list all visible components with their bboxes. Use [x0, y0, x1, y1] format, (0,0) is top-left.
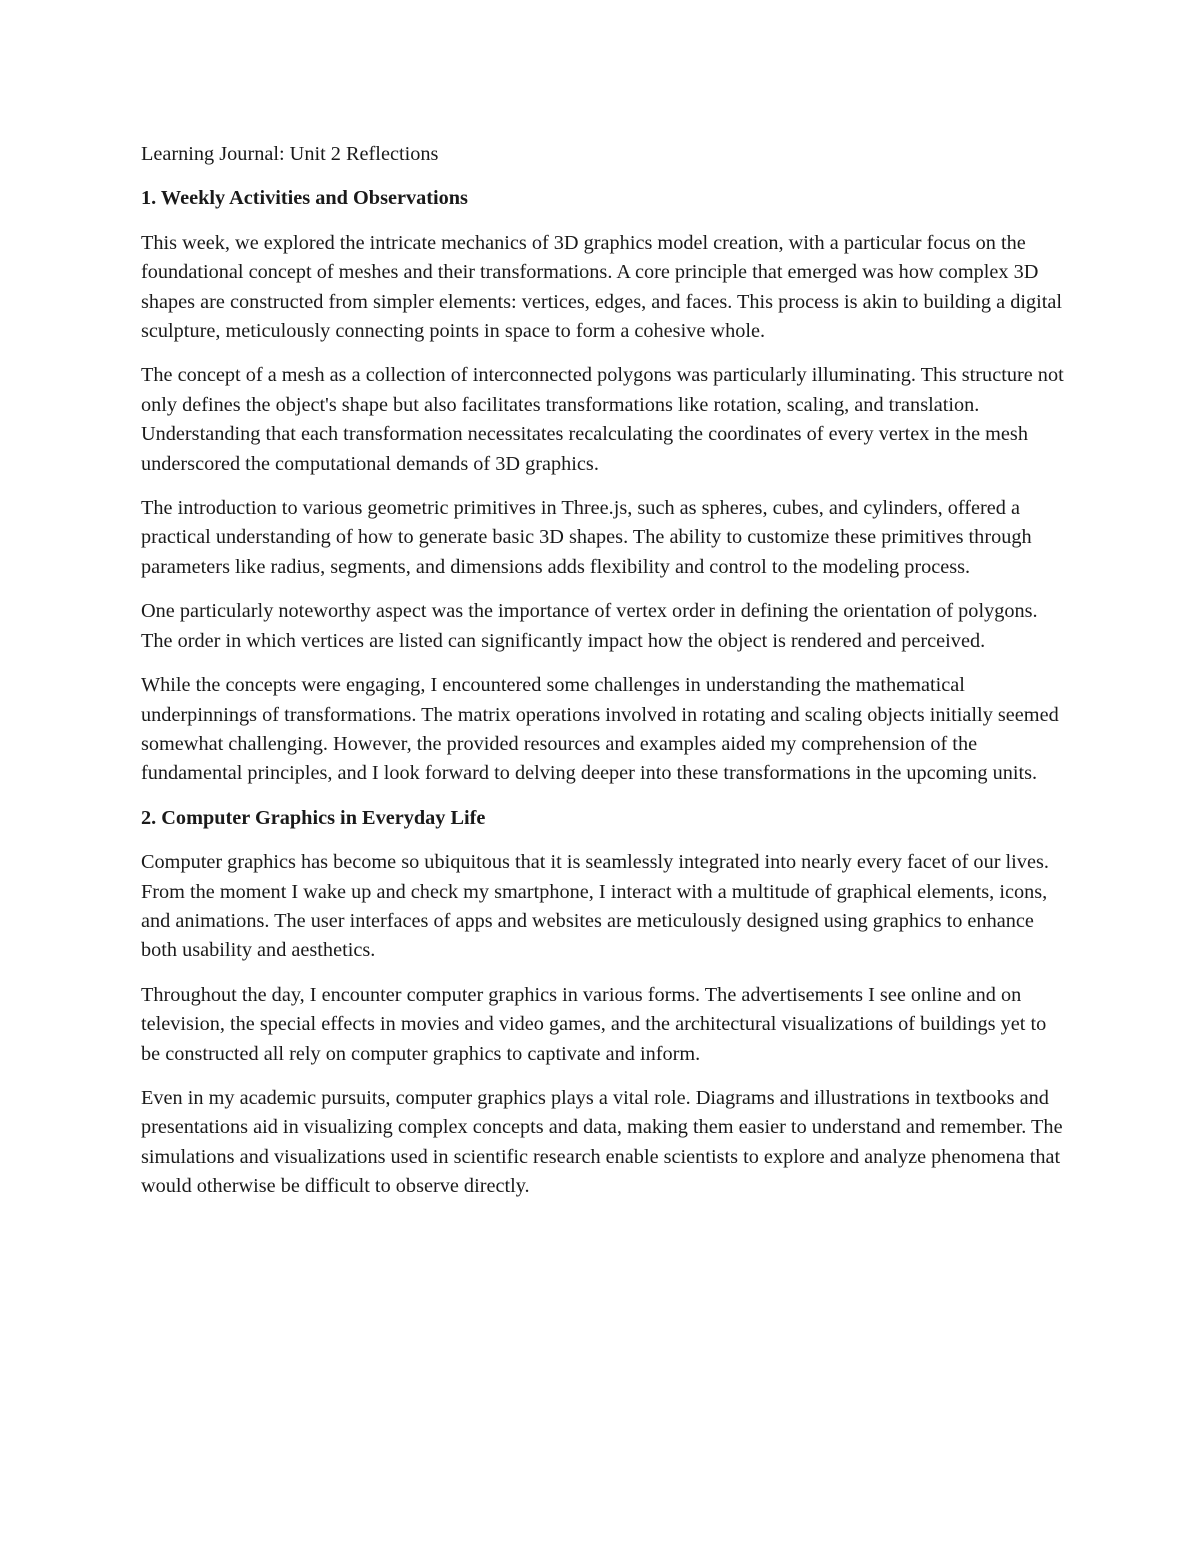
- paragraph: Throughout the day, I encounter computer graphics in various forms. The advertisements I see online and on television, the special effects in movies and video games, and the architectural visualizations of buildings yet to be constructed all rely on computer graphics to captivate and inform.: [141, 983, 1047, 1065]
- paragraph: The concept of a mesh as a collection of interconnected polygons was particularly illuminating. This structure not only defines the object's shape but also facilitates transformations like rotation, scaling, and translation. Understanding that each transformation necessitates recalculating the coordinates of every vertex in the mesh underscored the computational demands of 3D graphics.: [141, 364, 1064, 475]
- document-body: [141, 140, 1066, 1217]
- section-heading-everyday-life: 2. Computer Graphics in Everyday Life: [141, 806, 486, 829]
- document-title: Learning Journal: Unit 2 Reflections: [141, 143, 439, 165]
- paragraph: Computer graphics has become so ubiquitous that it is seamlessly integrated into nearly every facet of our lives. From the moment I wake up and check my smartphone, I interact with a multitude of graphical elements, icons, and animations. The user interfaces of apps and websites are meticulously designed using graphics to enhance both usability and aesthetics.: [141, 851, 1049, 962]
- paragraph: The introduction to various geometric primitives in Three.js, such as spheres, cubes, and cylinders, offered a practical understanding of how to generate basic 3D shapes. The ability to customize these primitives through parameters like radius, segments, and dimensions adds flexibility and control to the modeling process.: [141, 497, 1032, 578]
- paragraph: Even in my academic pursuits, computer graphics plays a vital role. Diagrams and illustrations in textbooks and presentations aid in visualizing complex concepts and data, making them easier to understand and remember. The simulations and visualizations used in scientific research enable scientists to explore and analyze phenomena that would otherwise be difficult to observe directly.: [141, 1086, 1063, 1198]
- section-heading-weekly-activities: 1. Weekly Activities and Observations: [141, 187, 468, 210]
- paragraph: One particularly noteworthy aspect was the importance of vertex order in defining the orientation of polygons. The order in which vertices are listed can significantly impact how the object is rendered and perceived.: [141, 600, 1038, 652]
- paragraph: This week, we explored the intricate mechanics of 3D graphics model creation, with a particular focus on the foundational concept of meshes and their transformations. A core principle that emerged was how complex 3D shapes are constructed from simpler elements: vertices, edges, and faces. This process is akin to building a digital sculpture, meticulously connecting points in space to form a cohesive whole.: [141, 231, 1063, 343]
- paragraph: While the concepts were engaging, I encountered some challenges in understanding the mathematical underpinnings of transformations. The matrix operations involved in rotating and scaling objects initially seemed somewhat challenging. However, the provided resources and examples aided my comprehension of the fundamental principles, and I look forward to delving deeper into these transformations in the upcoming units.: [141, 674, 1059, 785]
